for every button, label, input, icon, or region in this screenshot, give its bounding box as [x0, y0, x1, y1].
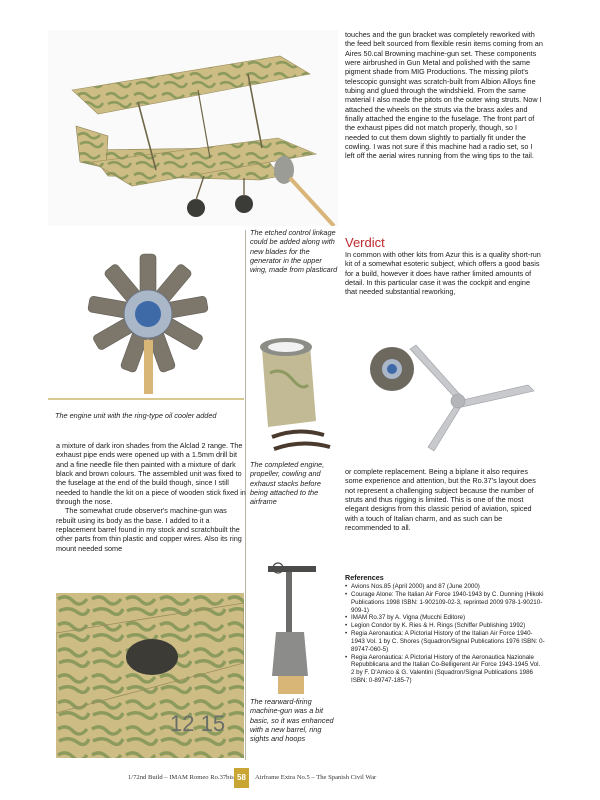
- caption-completed-engine: The completed engine, propeller, cowling and exhaust stacks before being attached to the airframe: [250, 460, 325, 507]
- article-text-right-mid: [345, 467, 545, 532]
- paragraph: or complete replacement. Being a biplane it also requires some experience and attention, but the Ro.37's layout does not represent a challenging subject because the number of struts and thus rigging is limited. This is one of the most elegant designs from this classic period of aviation, spiced with a touch of Italian charm, and as such can be recommended to all.: [345, 467, 536, 533]
- biplane-model-photo: [48, 30, 338, 226]
- caption-rearward-gun: The rearward-firing machine-gun was a bit basic, so it was enhanced with a new barrel, ring sights and hoops: [250, 697, 334, 744]
- verdict-text: [345, 250, 543, 297]
- fuselage-illustration: [56, 593, 244, 758]
- machine-gun-photo: [248, 546, 340, 694]
- page-number: 58: [234, 768, 249, 788]
- article-text-left: [56, 441, 246, 553]
- engine-parts-photo: [248, 323, 544, 457]
- biplane-illustration: [48, 30, 338, 226]
- paragraph: touches and the gun bracket was completely reworked with the feed belt sourced from flexible resin items coming from an Aires 50.cal Browning machine-gun set. These components were airbrushed in Gun Metal and polished with the same pigment shade from MIG Productions. The missing pilot's telescopic gunsight was scratch-built from Albion Alloys fine tubing and glued through the windshield. From the same material I also made the pitots on the outer wing struts. Now I attached the wheels on the struts via the brass axles and finally attached the engine to the fuselage. The front part of the exhaust pipes did not match properly, though, so I needed to cut them down slightly to partially fit under the cowling. I was not sure if this machine had a radio set, so I left off the aerial wires running from the wing tips to the tail.: [345, 30, 543, 161]
- fuselage-photo: [56, 593, 244, 758]
- reference-item: • Legion Condor by K. Ries & H. Rings (Schiffer Publishing 1992): [345, 622, 545, 630]
- engine-photo: [48, 244, 244, 394]
- verdict-heading: Verdict: [345, 235, 385, 250]
- paragraph: The somewhat crude observer's machine-gun was rebuilt using its body as the base. I added to it a replacement barrel found in my stock and scratchbuilt the other parts from thin plastic and copper wires. Also its ring mount needed some: [56, 506, 242, 553]
- parts-illustration: [248, 323, 544, 457]
- references-title: References: [345, 573, 384, 582]
- caption-engine: The engine unit with the ring-type oil cooler added: [55, 411, 217, 420]
- reference-item: • Avions Nos.85 (April 2000) and 87 (June 2000): [345, 583, 545, 591]
- article-text-right-top: [345, 30, 543, 161]
- paragraph: a mixture of dark iron shades from the Alclad 2 range. The exhaust pipe ends were opened up with a 1.5mm drill bit and a fine needle file then painted with a mixture of dark black and brown colours. The assembled unit was fixed to the fuselage at the end of the build though, since I still needed to handle the kit on a piece of wooden stick fixed in through the nose.: [56, 441, 246, 507]
- footer-left-title: 1/72nd Build – IMAM Romeo Ro.37bis: [128, 774, 234, 781]
- footer-right-title: Airframe Extra No.5 – The Spanish Civil War: [255, 774, 377, 781]
- radial-engine-illustration: [48, 244, 244, 394]
- gold-divider: [48, 398, 244, 400]
- fuselage-number: 12 15: [170, 711, 226, 736]
- reference-item: • Regia Aeronautica: A Pictorial History of the Italian Air Force 1940-1943 Vol. 1 by C. Shores (Squadron/Signal Publications 1976 ISBN: 0-89747-060-5): [345, 630, 545, 654]
- reference-item: • IMAM Ro.37 by A. Vigna (Mucchi Editore): [345, 614, 545, 622]
- caption-etched-linkage: The etched control linkage could be added along with new blades for the generator in the upper wing, made from plasticard: [250, 228, 338, 275]
- machine-gun-illustration: [248, 546, 340, 694]
- reference-item: • Courage Alone: The Italian Air Force 1940-1943 by C. Dunning (Hikoki Publications 1998 ISBN: 1-902109-02-3, reprinted 2009 978-1-90210-909-1): [345, 591, 545, 615]
- reference-item: • Regia Aeronautica: A Pictorial History of the Aeronautica Nazionale Repubblicana and the Italian Co-Belligerent Air Force 1943-1945 Vol. 2 by F. D'Amico & G. Valentini (Squadron/Signal Publications 1986 ISBN: 0-89747-185-7): [345, 654, 545, 685]
- references-list: [345, 583, 545, 685]
- paragraph: In common with other kits from Azur this is a quality short-run kit of a somewhat esoteric subject, which offers a good basis for a build, however it does have rather limited amounts of detail. In this particular case it was the cockpit and engine that needed substantial reworking,: [345, 250, 541, 297]
